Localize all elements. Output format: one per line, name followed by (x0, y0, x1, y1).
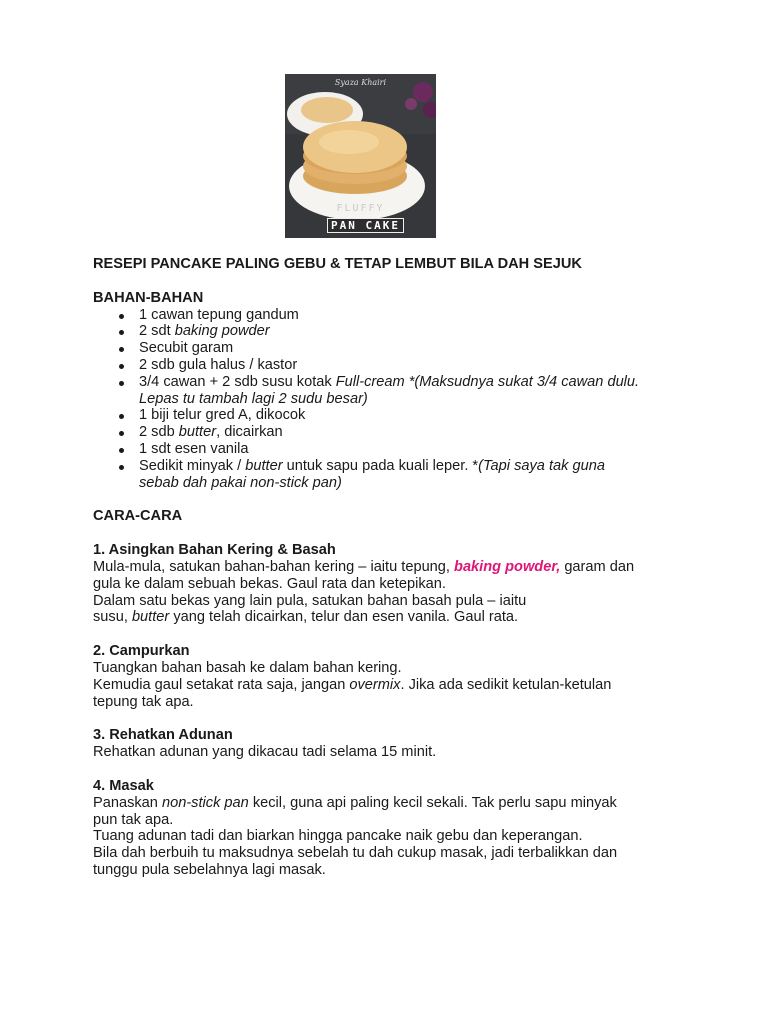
method-heading: CARA-CARA (93, 508, 183, 525)
list-item: 2 sdb gula halus / kastor (93, 357, 693, 374)
step-title: 4. Masak (93, 777, 154, 794)
recipe-title: RESEPI PANCAKE PALING GEBU & TETAP LEMBUT BILA DAH SEJUK (93, 256, 582, 272)
list-item: Secubit garam (93, 340, 693, 357)
list-item: 1 sdt esen vanila (93, 441, 693, 458)
pancake-photo (285, 74, 436, 238)
recipe-content (93, 256, 693, 879)
list-item: 3/4 cawan + 2 sdb susu kotak Full-cream *(Maksudnya sukat 3/4 cawan dulu. Lepas tu tambah lagi 2 sudu besar) (93, 374, 693, 408)
step-text: Kemudia gaul setakat rata saja, jangan overmix. Jika ada sedikit ketulan-ketulan (93, 676, 612, 693)
step-text: Bila dah berbuih tu maksudnya sebelah tu dah cukup masak, jadi terbalikkan dan (93, 845, 618, 862)
step-text: Tuangkan bahan basah ke dalam bahan kering. (93, 659, 402, 676)
step-text: pun tak apa. (93, 811, 174, 828)
step-text: gula ke dalam sebuah bekas. Gaul rata dan ketepikan. (93, 575, 446, 592)
list-item: 1 biji telur gred A, dikocok (93, 407, 693, 424)
step-title: 1. Asingkan Bahan Kering & Basah (93, 542, 336, 559)
step-title: 3. Rehatkan Adunan (93, 727, 233, 744)
step-text: Panaskan non-stick pan kecil, guna api paling kecil sekali. Tak perlu sapu minyak (93, 794, 617, 811)
step-text: tepung tak apa. (93, 693, 194, 710)
step-text: susu, butter yang telah dicairkan, telur dan esen vanila. Gaul rata. (93, 609, 519, 626)
step-title: 2. Campurkan (93, 643, 190, 660)
step-text: Dalam satu bekas yang lain pula, satukan bahan basah pula – iaitu (93, 592, 527, 609)
step-text: Rehatkan adunan yang dikacau tadi selama 15 minit. (93, 744, 437, 761)
step-text: Mula-mula, satukan bahan-bahan kering – iaitu tepung, baking powder, garam dan (93, 558, 635, 575)
photo-watermark: Syaza Khairi (334, 78, 387, 87)
list-item: Sedikit minyak / butter untuk sapu pada kuali leper. *(Tapi saya tak guna sebab dah pakai non-stick pan) (93, 458, 693, 492)
list-item: 2 sdt baking powder (93, 323, 693, 340)
highlight-text: baking powder, (454, 558, 561, 575)
ingredients-list (93, 307, 693, 492)
photo-caption-fluffy: FLUFFY (336, 203, 385, 214)
step-text: tunggu pula sebelahnya lagi masak. (93, 861, 326, 878)
photo-caption-pancake: PAN CAKE (327, 218, 404, 233)
list-item: 1 cawan tepung gandum (93, 307, 693, 324)
ingredients-heading: BAHAN-BAHAN (93, 289, 204, 306)
step-text: Tuang adunan tadi dan biarkan hingga pancake naik gebu dan keperangan. (93, 828, 583, 845)
list-item: 2 sdb butter, dicairkan (93, 424, 693, 441)
